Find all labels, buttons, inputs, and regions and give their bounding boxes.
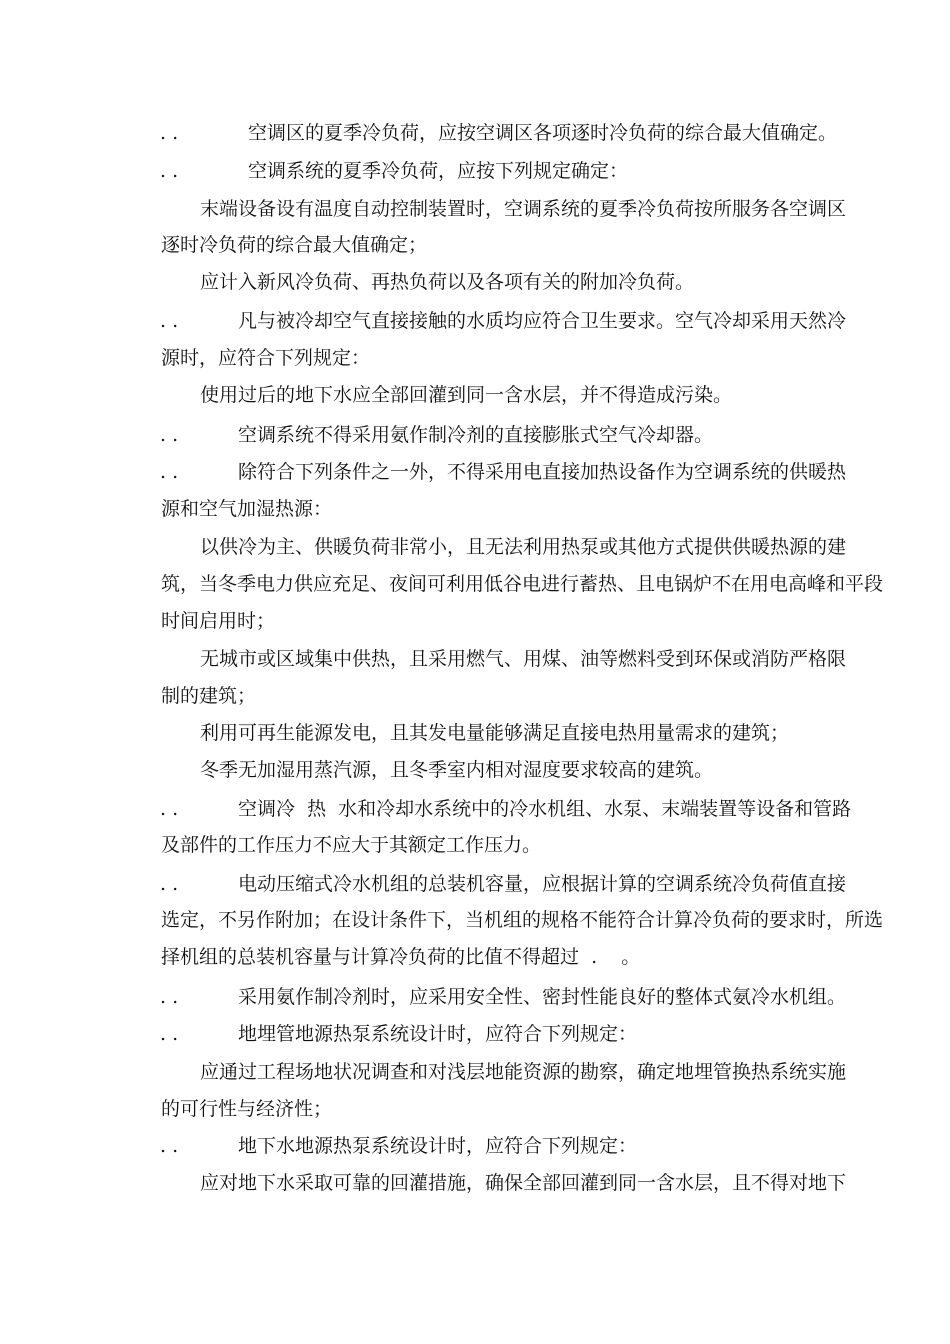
clause-text-line: 时间启用时； [161,610,276,632]
clause-text-line: 除符合下列条件之一外，不得采用电直接加热设备作为空调系统的供暖热 [238,461,847,483]
clause-number: . . [160,986,179,1008]
clause-text-line: 筑，当冬季电力供应充足、夜间可利用低谷电进行蓄热、且电锅炉不在用电高峰和平段 [161,573,884,595]
clause-text-line: 空调系统不得采用氨作制冷剂的直接膨胀式空气冷却器。 [238,424,714,446]
clause-text-line: 源时，应符合下列规定： [161,347,371,369]
clause-number: . . [160,461,179,483]
clause-text-line: 的可行性与经济性； [161,1098,333,1120]
clause-number: . . [160,1023,179,1045]
clause-text-line: 空调冷 热 水和冷却水系统中的冷水机组、水泵、末端装置等设备和管路 [238,798,852,820]
clause-number: . . [160,310,179,332]
clause-number: . . [160,424,179,446]
clause-text-line: 空调区的夏季冷负荷，应按空调区各项逐时冷负荷的综合最大值确定。 [248,122,838,144]
clause-number: . . [160,1135,179,1157]
clause-text-line: 空调系统的夏季冷负荷，应按下列规定确定： [248,160,629,182]
clause-text-line: 及部件的工作压力不应大于其额定工作压力。 [161,834,542,856]
clause-text-line: 应对地下水采取可靠的回灌措施，确保全部回灌到同一含水层，且不得对地下 [200,1172,847,1194]
clause-text-line: 逐时冷负荷的综合最大值确定； [161,234,428,256]
clause-number: . . [160,873,179,895]
clause-text-line: 制的建筑； [161,685,257,707]
clause-text-line: 采用氨作制冷剂时，应采用安全性、密封性能良好的整体式氨冷水机组。 [238,986,847,1008]
clause-text-line: 电动压缩式冷水机组的总装机容量，应根据计算的空调系统冷负荷值直接 [238,873,847,895]
clause-text-line: 利用可再生能源发电，且其发电量能够满足直接电热用量需求的建筑； [200,722,790,744]
clause-text-line: 应通过工程场地状况调查和对浅层地能资源的勘察，确定地埋管换热系统实施 [200,1061,847,1083]
clause-text-line: 凡与被冷却空气直接接触的水质均应符合卫生要求。空气冷却采用天然冷 [238,310,847,332]
clause-number: . . [160,160,179,182]
clause-text-line: 地埋管地源热泵系统设计时，应符合下列规定： [238,1023,638,1045]
clause-text-line: 末端设备设有温度自动控制装置时，空调系统的夏季冷负荷按所服务各空调区 [200,198,847,220]
clause-text-line: 无城市或区域集中供热，且采用燃气、用煤、油等燃料受到环保或消防严格限 [200,648,847,670]
clause-text-line: 择机组的总装机容量与计算冷负荷的比值不得超过 . 。 [161,946,641,968]
clause-text-line: 源和空气加湿热源： [161,498,333,520]
clause-number: . . [160,122,179,144]
clause-text-line: 冬季无加湿用蒸汽源，且冬季室内相对湿度要求较高的建筑。 [200,759,714,781]
clause-text-line: 使用过后的地下水应全部回灌到同一含水层，并不得造成污染。 [200,384,733,406]
clause-text-line: 应计入新风冷负荷、再热负荷以及各项有关的附加冷负荷。 [200,271,695,293]
clause-number: . . [160,798,179,820]
clause-text-line: 地下水地源热泵系统设计时，应符合下列规定： [238,1135,638,1157]
clause-text-line: 以供冷为主、供暖负荷非常小，且无法利用热泵或其他方式提供供暖热源的建 [200,536,847,558]
clause-text-line: 选定，不另作附加；在设计条件下，当机组的规格不能符合计算冷负荷的要求时，所选 [161,909,884,931]
